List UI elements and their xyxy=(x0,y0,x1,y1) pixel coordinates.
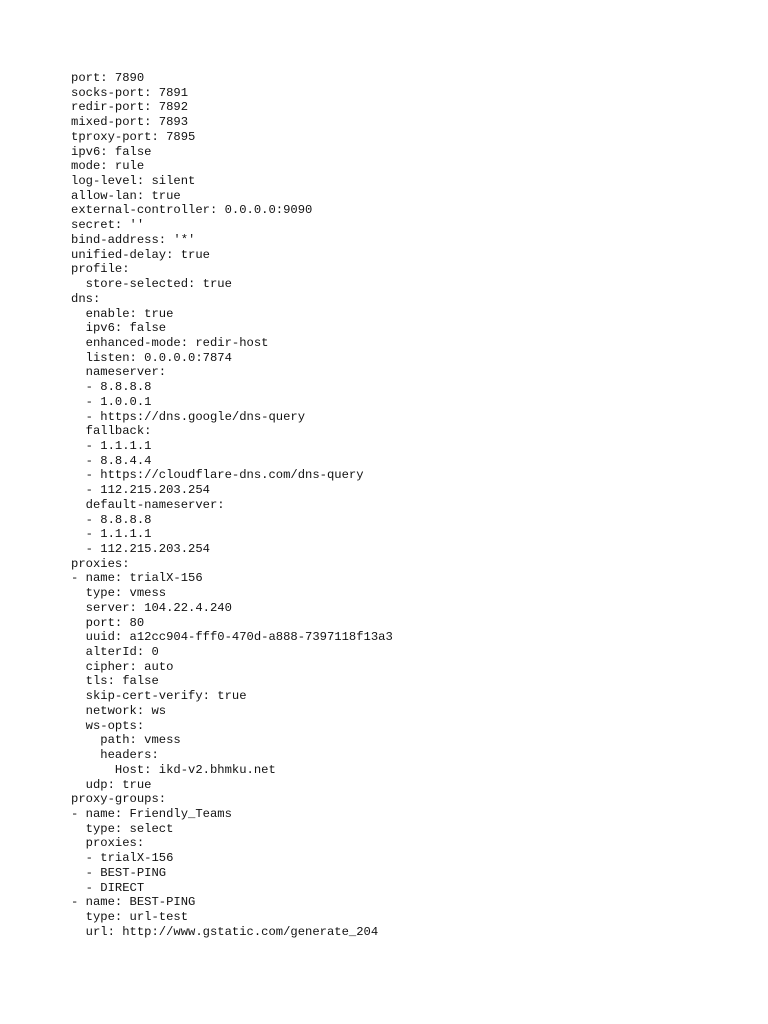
config-line: uuid: a12cc904-fff0-470d-a888-7397118f13a3 xyxy=(71,630,393,645)
config-line: bind-address: '*' xyxy=(71,232,196,247)
config-line: allow-lan: true xyxy=(71,188,181,203)
config-line: proxies: xyxy=(71,836,145,851)
config-line: ws-opts: xyxy=(71,718,145,733)
config-line: dns: xyxy=(71,291,101,306)
config-line: url: http://www.gstatic.com/generate_204 xyxy=(71,924,379,939)
config-line: profile: xyxy=(71,262,130,277)
config-line: - name: BEST-PING xyxy=(71,895,196,910)
config-line: port: 80 xyxy=(71,615,145,630)
config-line: - BEST-PING xyxy=(71,865,167,880)
config-line: - 112.215.203.254 xyxy=(71,483,210,498)
config-line: type: vmess xyxy=(71,586,167,601)
config-line: - 1.1.1.1 xyxy=(71,527,152,542)
config-line: alterId: 0 xyxy=(71,645,159,660)
config-line: tproxy-port: 7895 xyxy=(71,129,196,144)
config-line: - 1.0.0.1 xyxy=(71,394,152,409)
config-line: secret: '' xyxy=(71,218,145,233)
config-text-block xyxy=(71,71,393,939)
config-line: - 8.8.8.8 xyxy=(71,512,152,527)
config-line: enhanced-mode: redir-host xyxy=(71,335,269,350)
config-line: - DIRECT xyxy=(71,880,145,895)
config-line: - https://dns.google/dns-query xyxy=(71,409,306,424)
config-line: log-level: silent xyxy=(71,174,196,189)
config-line: tls: false xyxy=(71,674,159,689)
config-line: enable: true xyxy=(71,306,174,321)
config-line: server: 104.22.4.240 xyxy=(71,600,232,615)
config-line: default-nameserver: xyxy=(71,497,225,512)
config-line: cipher: auto xyxy=(71,659,174,674)
config-line: listen: 0.0.0.0:7874 xyxy=(71,350,232,365)
config-line: headers: xyxy=(71,748,159,763)
config-line: proxies: xyxy=(71,556,130,571)
config-line: path: vmess xyxy=(71,733,181,748)
config-line: - 1.1.1.1 xyxy=(71,438,152,453)
config-line: ipv6: false xyxy=(71,144,152,159)
config-line: - 8.8.4.4 xyxy=(71,453,152,468)
config-line: type: select xyxy=(71,821,174,836)
config-line: proxy-groups: xyxy=(71,792,167,807)
config-line: Host: ikd-v2.bhmku.net xyxy=(71,762,276,777)
config-line: mode: rule xyxy=(71,159,145,174)
config-line: store-selected: true xyxy=(71,277,232,292)
config-line: skip-cert-verify: true xyxy=(71,689,247,704)
config-line: unified-delay: true xyxy=(71,247,210,262)
config-line: udp: true xyxy=(71,777,152,792)
config-line: - 8.8.8.8 xyxy=(71,380,152,395)
config-line: network: ws xyxy=(71,703,167,718)
config-line: type: url-test xyxy=(71,909,189,924)
config-line: - name: trialX-156 xyxy=(71,571,203,586)
config-line: socks-port: 7891 xyxy=(71,85,189,100)
config-line: - https://cloudflare-dns.com/dns-query xyxy=(71,468,364,483)
config-line: mixed-port: 7893 xyxy=(71,115,189,130)
config-line: - trialX-156 xyxy=(71,851,174,866)
config-line: - name: Friendly_Teams xyxy=(71,806,232,821)
config-line: nameserver: xyxy=(71,365,167,380)
config-line: port: 7890 xyxy=(71,71,145,85)
config-line: fallback: xyxy=(71,424,152,439)
config-line: external-controller: 0.0.0.0:9090 xyxy=(71,203,313,218)
config-line: redir-port: 7892 xyxy=(71,100,189,115)
config-line: - 112.215.203.254 xyxy=(71,542,210,556)
config-line: ipv6: false xyxy=(71,321,167,336)
